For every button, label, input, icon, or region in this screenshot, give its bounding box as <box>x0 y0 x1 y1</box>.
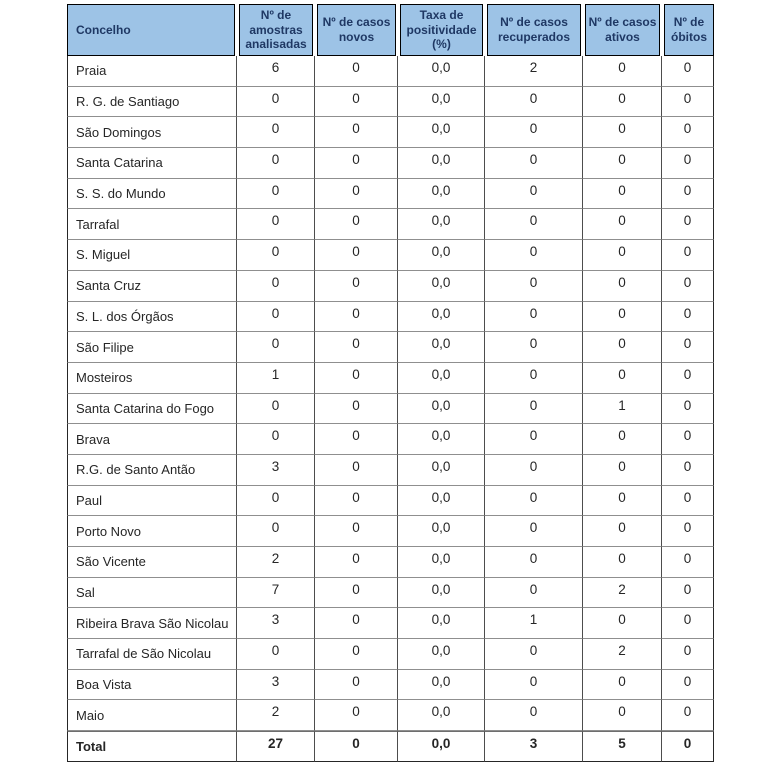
new-cases-cell: 0 <box>315 363 398 394</box>
positivity-rate-cell: 0,0 <box>398 424 485 455</box>
samples-analyzed-cell: 0 <box>237 639 315 670</box>
active-cases-cell: 0 <box>583 209 662 240</box>
active-cases-cell: 0 <box>583 179 662 210</box>
recovered-cases-cell: 0 <box>485 271 583 302</box>
recovered-cases-cell: 0 <box>485 424 583 455</box>
recovered-cases-cell: 0 <box>485 639 583 670</box>
municipality-name-cell: S. Miguel <box>67 240 237 271</box>
new-cases-cell: 0 <box>315 240 398 271</box>
deaths-cell: 0 <box>662 486 714 517</box>
samples-analyzed-cell: 0 <box>237 332 315 363</box>
deaths-cell: 0 <box>662 332 714 363</box>
new-cases-cell: 0 <box>315 578 398 609</box>
active-cases-cell: 1 <box>583 394 662 425</box>
deaths-cell: 0 <box>662 148 714 179</box>
positivity-rate-cell: 0,0 <box>398 302 485 333</box>
active-cases-cell: 0 <box>583 271 662 302</box>
recovered-cases-cell: 0 <box>485 302 583 333</box>
column-header-ativos: Nº de casos ativos <box>585 4 660 56</box>
recovered-cases-cell: 0 <box>485 332 583 363</box>
positivity-rate-cell: 0,0 <box>398 486 485 517</box>
municipality-name-cell: Mosteiros <box>67 363 237 394</box>
active-cases-cell: 0 <box>583 148 662 179</box>
total-active-cell: 5 <box>583 731 662 762</box>
total-samples-cell: 27 <box>237 731 315 762</box>
samples-analyzed-cell: 0 <box>237 394 315 425</box>
municipality-name-cell: Maio <box>67 700 237 731</box>
new-cases-cell: 0 <box>315 700 398 731</box>
new-cases-cell: 0 <box>315 87 398 118</box>
recovered-cases-cell: 0 <box>485 547 583 578</box>
municipality-name-cell: Santa Catarina <box>67 148 237 179</box>
recovered-cases-cell: 0 <box>485 87 583 118</box>
recovered-cases-cell: 1 <box>485 608 583 639</box>
positivity-rate-cell: 0,0 <box>398 670 485 701</box>
positivity-rate-cell: 0,0 <box>398 578 485 609</box>
active-cases-cell: 0 <box>583 455 662 486</box>
active-cases-cell: 0 <box>583 87 662 118</box>
deaths-cell: 0 <box>662 117 714 148</box>
column-header-recuperados: Nº de casos recuperados <box>487 4 581 56</box>
deaths-cell: 0 <box>662 639 714 670</box>
new-cases-cell: 0 <box>315 516 398 547</box>
positivity-rate-cell: 0,0 <box>398 56 485 87</box>
positivity-rate-cell: 0,0 <box>398 148 485 179</box>
recovered-cases-cell: 0 <box>485 148 583 179</box>
samples-analyzed-cell: 0 <box>237 271 315 302</box>
samples-analyzed-cell: 0 <box>237 117 315 148</box>
municipality-name-cell: Ribeira Brava São Nicolau <box>67 608 237 639</box>
samples-analyzed-cell: 7 <box>237 578 315 609</box>
active-cases-cell: 0 <box>583 670 662 701</box>
positivity-rate-cell: 0,0 <box>398 209 485 240</box>
municipality-name-cell: Santa Catarina do Fogo <box>67 394 237 425</box>
recovered-cases-cell: 0 <box>485 209 583 240</box>
positivity-rate-cell: 0,0 <box>398 117 485 148</box>
active-cases-cell: 0 <box>583 117 662 148</box>
deaths-cell: 0 <box>662 700 714 731</box>
municipality-name-cell: Tarrafal <box>67 209 237 240</box>
samples-analyzed-cell: 0 <box>237 148 315 179</box>
new-cases-cell: 0 <box>315 148 398 179</box>
samples-analyzed-cell: 3 <box>237 670 315 701</box>
total-positivity-cell: 0,0 <box>398 731 485 762</box>
total-new-cases-cell: 0 <box>315 731 398 762</box>
column-header-taxa-positividade: Taxa de positividade (%) <box>400 4 483 56</box>
municipality-name-cell: Tarrafal de São Nicolau <box>67 639 237 670</box>
recovered-cases-cell: 0 <box>485 700 583 731</box>
new-cases-cell: 0 <box>315 424 398 455</box>
new-cases-cell: 0 <box>315 486 398 517</box>
municipality-name-cell: R. G. de Santiago <box>67 87 237 118</box>
positivity-rate-cell: 0,0 <box>398 455 485 486</box>
municipality-name-cell: Paul <box>67 486 237 517</box>
municipality-name-cell: R.G. de Santo Antão <box>67 455 237 486</box>
deaths-cell: 0 <box>662 240 714 271</box>
samples-analyzed-cell: 0 <box>237 240 315 271</box>
table-body <box>67 56 714 762</box>
samples-analyzed-cell: 0 <box>237 87 315 118</box>
samples-analyzed-cell: 0 <box>237 424 315 455</box>
deaths-cell: 0 <box>662 516 714 547</box>
positivity-rate-cell: 0,0 <box>398 179 485 210</box>
new-cases-cell: 0 <box>315 179 398 210</box>
table-header-row <box>67 4 714 56</box>
column-header-obitos: Nº de óbitos <box>664 4 714 56</box>
recovered-cases-cell: 0 <box>485 516 583 547</box>
municipality-name-cell: Praia <box>67 56 237 87</box>
positivity-rate-cell: 0,0 <box>398 639 485 670</box>
active-cases-cell: 0 <box>583 547 662 578</box>
municipality-name-cell: São Filipe <box>67 332 237 363</box>
municipality-name-cell: Porto Novo <box>67 516 237 547</box>
samples-analyzed-cell: 0 <box>237 209 315 240</box>
active-cases-cell: 2 <box>583 578 662 609</box>
total-label-cell: Total <box>67 731 237 762</box>
samples-analyzed-cell: 3 <box>237 455 315 486</box>
samples-analyzed-cell: 2 <box>237 547 315 578</box>
positivity-rate-cell: 0,0 <box>398 394 485 425</box>
municipality-name-cell: S. L. dos Órgãos <box>67 302 237 333</box>
samples-analyzed-cell: 1 <box>237 363 315 394</box>
new-cases-cell: 0 <box>315 394 398 425</box>
active-cases-cell: 0 <box>583 56 662 87</box>
deaths-cell: 0 <box>662 670 714 701</box>
new-cases-cell: 0 <box>315 608 398 639</box>
samples-analyzed-cell: 6 <box>237 56 315 87</box>
deaths-cell: 0 <box>662 578 714 609</box>
recovered-cases-cell: 0 <box>485 240 583 271</box>
municipality-name-cell: São Vicente <box>67 547 237 578</box>
deaths-cell: 0 <box>662 363 714 394</box>
municipality-name-cell: São Domingos <box>67 117 237 148</box>
positivity-rate-cell: 0,0 <box>398 608 485 639</box>
samples-analyzed-cell: 3 <box>237 608 315 639</box>
positivity-rate-cell: 0,0 <box>398 547 485 578</box>
municipality-name-cell: Santa Cruz <box>67 271 237 302</box>
covid-concelho-table <box>67 4 714 762</box>
deaths-cell: 0 <box>662 271 714 302</box>
active-cases-cell: 0 <box>583 424 662 455</box>
positivity-rate-cell: 0,0 <box>398 271 485 302</box>
new-cases-cell: 0 <box>315 670 398 701</box>
samples-analyzed-cell: 0 <box>237 486 315 517</box>
column-header-amostras: Nº de amostras analisadas <box>239 4 313 56</box>
deaths-cell: 0 <box>662 302 714 333</box>
positivity-rate-cell: 0,0 <box>398 240 485 271</box>
active-cases-cell: 0 <box>583 608 662 639</box>
recovered-cases-cell: 2 <box>485 56 583 87</box>
active-cases-cell: 0 <box>583 516 662 547</box>
new-cases-cell: 0 <box>315 639 398 670</box>
column-header-casos-novos: Nº de casos novos <box>317 4 396 56</box>
active-cases-cell: 0 <box>583 240 662 271</box>
samples-analyzed-cell: 0 <box>237 179 315 210</box>
deaths-cell: 0 <box>662 608 714 639</box>
recovered-cases-cell: 0 <box>485 363 583 394</box>
deaths-cell: 0 <box>662 424 714 455</box>
new-cases-cell: 0 <box>315 302 398 333</box>
deaths-cell: 0 <box>662 547 714 578</box>
column-header-concelho: Concelho <box>67 4 235 56</box>
deaths-cell: 0 <box>662 455 714 486</box>
recovered-cases-cell: 0 <box>485 179 583 210</box>
active-cases-cell: 0 <box>583 700 662 731</box>
positivity-rate-cell: 0,0 <box>398 87 485 118</box>
deaths-cell: 0 <box>662 87 714 118</box>
new-cases-cell: 0 <box>315 271 398 302</box>
samples-analyzed-cell: 2 <box>237 700 315 731</box>
active-cases-cell: 0 <box>583 486 662 517</box>
deaths-cell: 0 <box>662 56 714 87</box>
recovered-cases-cell: 0 <box>485 486 583 517</box>
positivity-rate-cell: 0,0 <box>398 700 485 731</box>
positivity-rate-cell: 0,0 <box>398 363 485 394</box>
new-cases-cell: 0 <box>315 332 398 363</box>
active-cases-cell: 2 <box>583 639 662 670</box>
total-deaths-cell: 0 <box>662 731 714 762</box>
new-cases-cell: 0 <box>315 209 398 240</box>
municipality-name-cell: Boa Vista <box>67 670 237 701</box>
active-cases-cell: 0 <box>583 332 662 363</box>
recovered-cases-cell: 0 <box>485 455 583 486</box>
recovered-cases-cell: 0 <box>485 670 583 701</box>
active-cases-cell: 0 <box>583 363 662 394</box>
active-cases-cell: 0 <box>583 302 662 333</box>
deaths-cell: 0 <box>662 179 714 210</box>
deaths-cell: 0 <box>662 209 714 240</box>
positivity-rate-cell: 0,0 <box>398 516 485 547</box>
municipality-name-cell: Sal <box>67 578 237 609</box>
new-cases-cell: 0 <box>315 56 398 87</box>
recovered-cases-cell: 0 <box>485 117 583 148</box>
municipality-name-cell: Brava <box>67 424 237 455</box>
recovered-cases-cell: 0 <box>485 394 583 425</box>
deaths-cell: 0 <box>662 394 714 425</box>
total-recovered-cell: 3 <box>485 731 583 762</box>
recovered-cases-cell: 0 <box>485 578 583 609</box>
new-cases-cell: 0 <box>315 117 398 148</box>
new-cases-cell: 0 <box>315 547 398 578</box>
samples-analyzed-cell: 0 <box>237 302 315 333</box>
samples-analyzed-cell: 0 <box>237 516 315 547</box>
municipality-name-cell: S. S. do Mundo <box>67 179 237 210</box>
positivity-rate-cell: 0,0 <box>398 332 485 363</box>
new-cases-cell: 0 <box>315 455 398 486</box>
